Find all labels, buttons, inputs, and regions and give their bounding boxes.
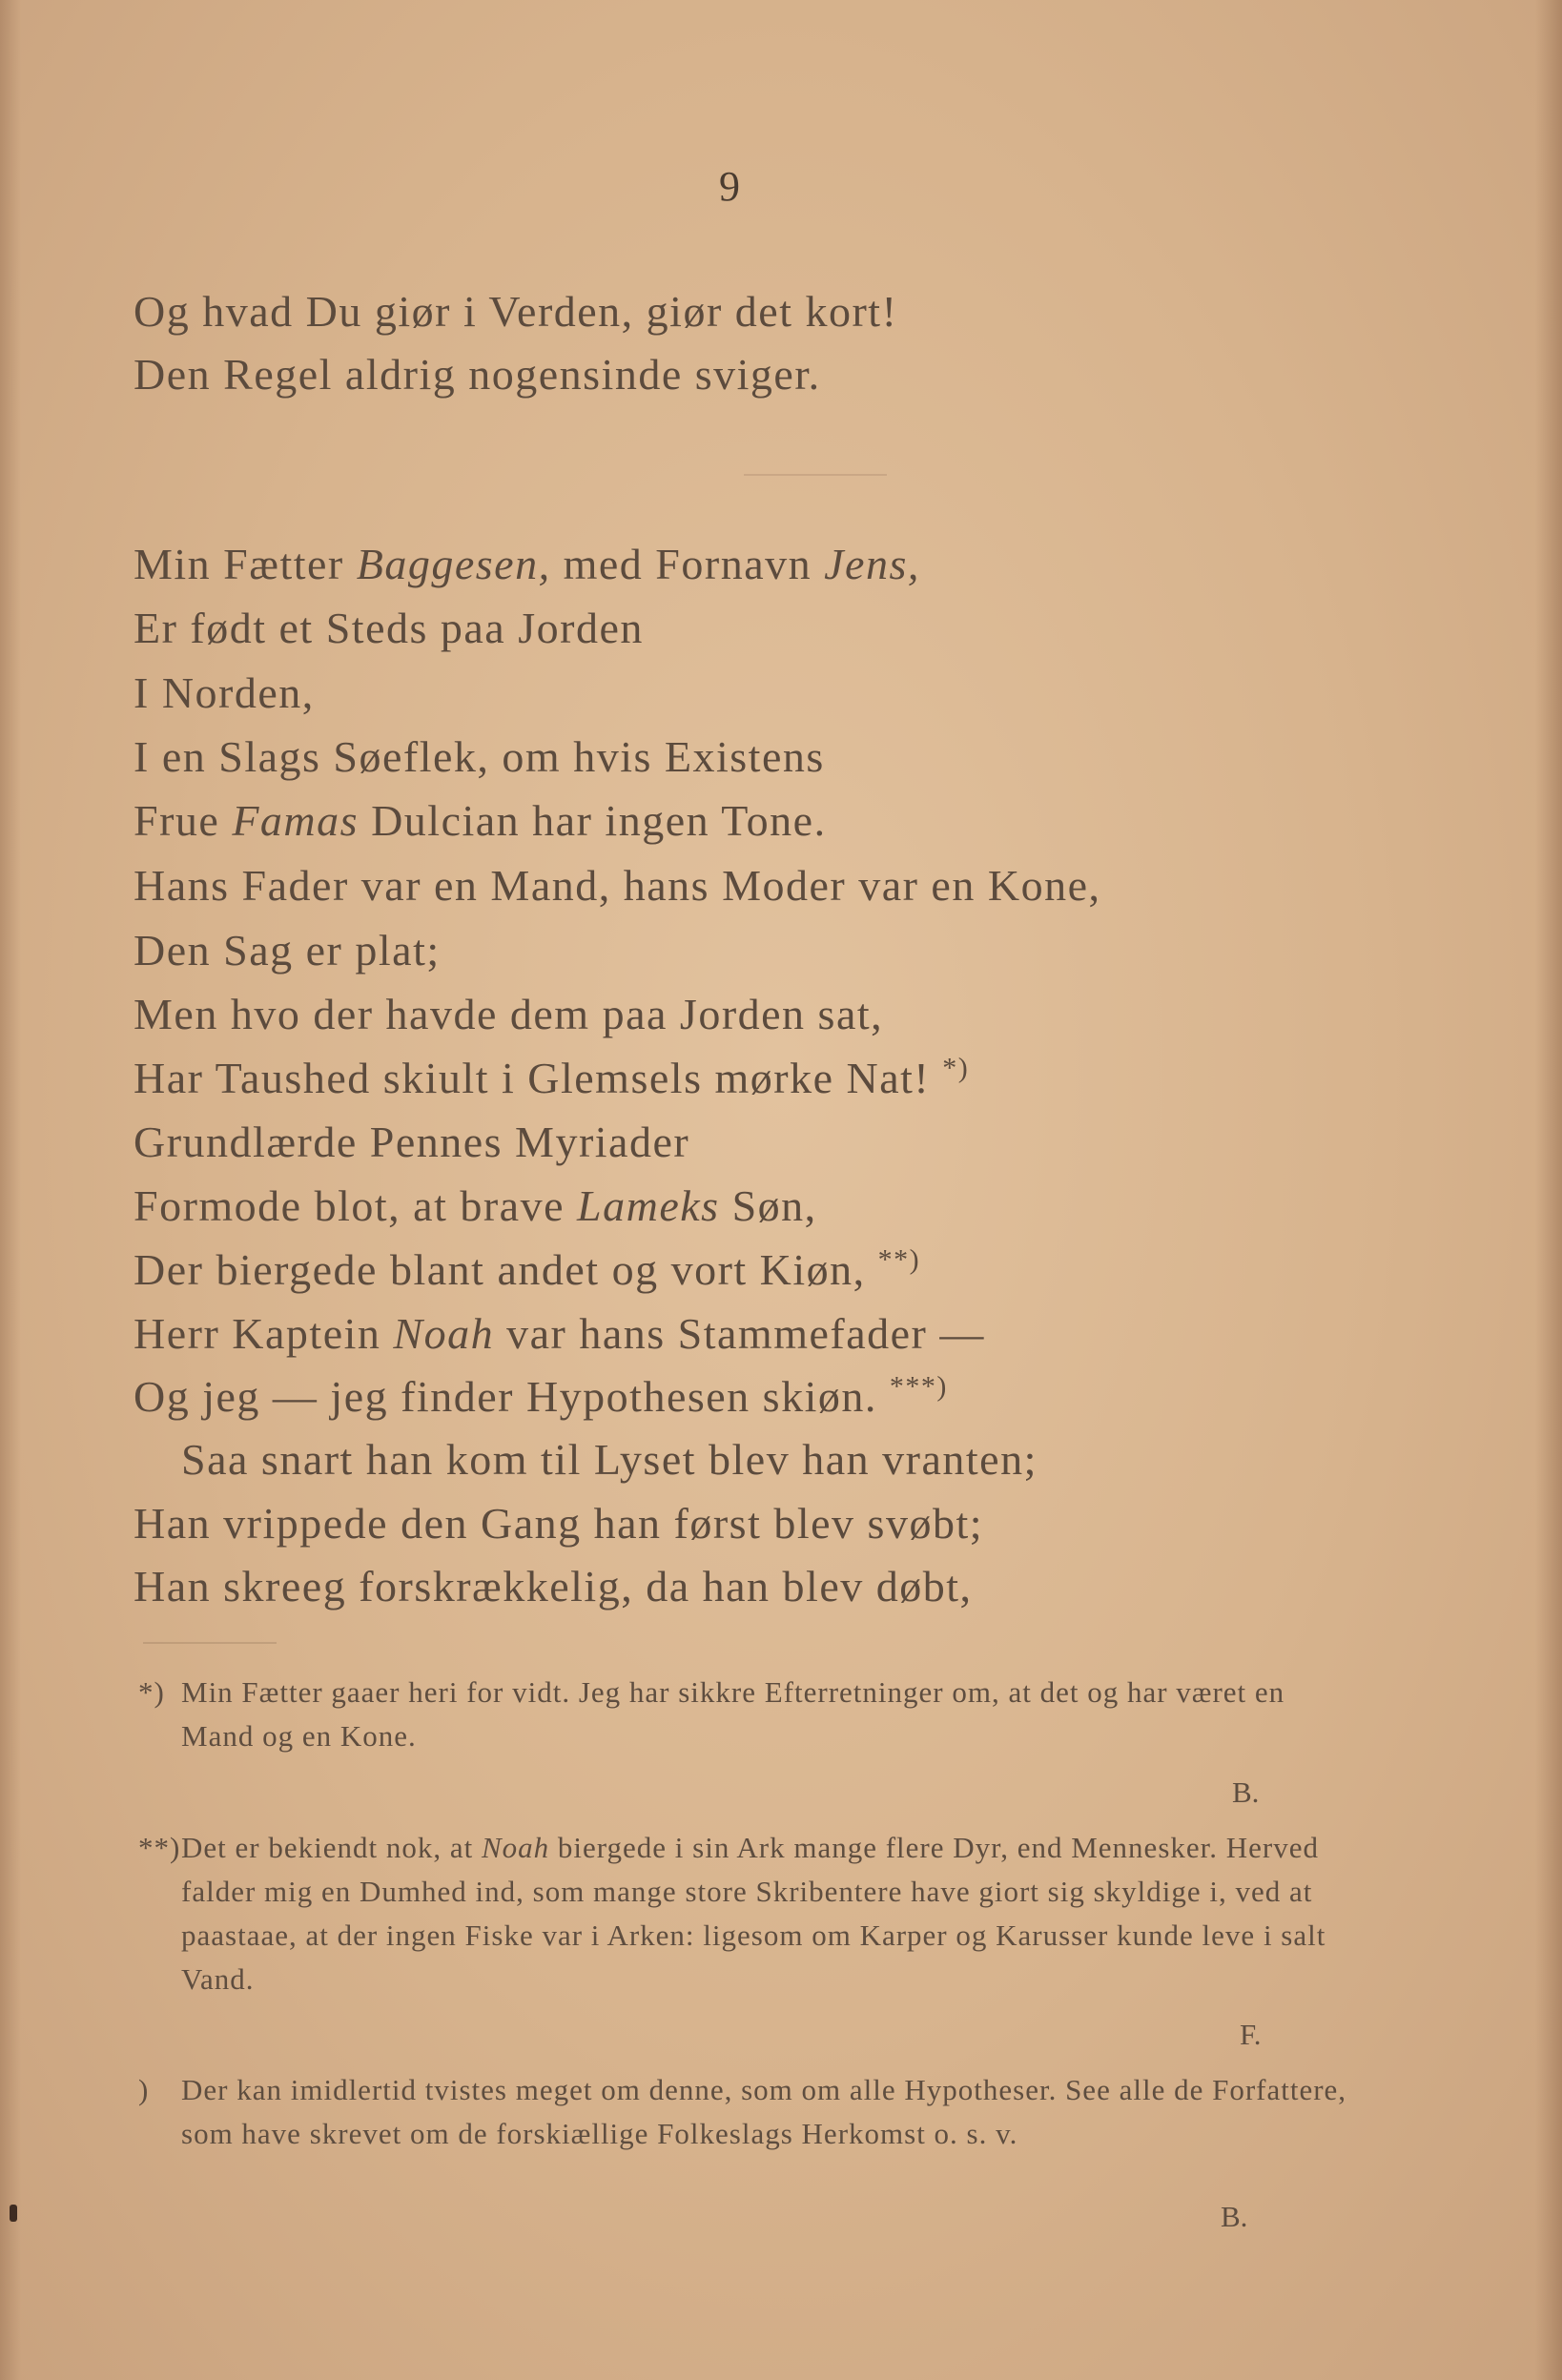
page-number: 9 [719, 163, 740, 210]
poem-line-15: Saa snart han kom til Lyset blev han vranten; [181, 1435, 1038, 1484]
name-jens: Jens, [824, 540, 920, 588]
intro-line-2: Den Regel aldrig nogensinde sviger. [134, 350, 821, 399]
poem-line-1-part-c: med Fornavn [550, 540, 825, 588]
footnote-2 [138, 1826, 1354, 2001]
footnote-1-mark: *) [138, 1675, 165, 1709]
ink-spot [10, 2205, 17, 2222]
poem-line-13-part-a: Herr Kaptein [134, 1309, 394, 1358]
poem-line-9-part-a: Har Taushed skiult i Glemsels mørke Nat! [134, 1054, 943, 1102]
poem-line-16: Han vrippede den Gang han først blev svøbt; [134, 1499, 984, 1548]
poem-line-2: Er født et Steds paa Jorden [134, 604, 644, 652]
name-baggesen: Baggesen, [356, 540, 551, 588]
footnote-2-signature: F. [1240, 2018, 1262, 2051]
poem-line-11-part-c: Søn, [719, 1181, 817, 1230]
name-lameks: Lameks [577, 1181, 720, 1230]
poem-line-11 [134, 1180, 817, 1231]
poem-line-14 [134, 1371, 948, 1422]
footnote-ref-1: *) [942, 1052, 970, 1084]
footnote-2-name-noah: Noah [481, 1831, 550, 1864]
poem-line-17: Han skreeg forskrækkelig, da han blev døbt, [134, 1562, 973, 1611]
section-divider [744, 474, 887, 476]
poem-line-6: Hans Fader var en Mand, hans Moder var en Kone, [134, 861, 1101, 910]
poem-line-3: I Norden, [134, 668, 315, 717]
poem-line-9 [134, 1053, 969, 1103]
footnote-2-text-a: Det er bekiendt nok, at [181, 1831, 482, 1864]
poem-line-5-part-a: Frue [134, 796, 233, 845]
poem-line-5-part-c: Dulcian har ingen Tone. [359, 796, 827, 845]
poem-line-11-part-a: Formode blot, at brave [134, 1181, 578, 1230]
poem-line-12-part-a: Der biergede blant andet og vort Kiøn, [134, 1245, 878, 1294]
footnote-2-mark: **) [138, 1831, 181, 1864]
footnote-1-text: Min Fætter gaaer heri for vidt. Jeg har sikkre Efterretninger om, at det og har været en Mand og en Kone. [181, 1675, 1285, 1753]
poem-line-13-part-c: var hans Stammefader — [494, 1309, 985, 1358]
poem-line-10: Grundlærde Pennes Myriader [134, 1118, 690, 1166]
poem-line-8: Men hvo der havde dem paa Jorden sat, [134, 990, 884, 1038]
intro-line-1: Og hvad Du giør i Verden, giør det kort! [134, 287, 898, 336]
page-right-edge [1535, 0, 1562, 2380]
page-left-edge [0, 0, 21, 2380]
poem-line-1-part-a: Min Fætter [134, 540, 357, 588]
name-famas: Famas [232, 796, 360, 845]
footnote-3-mark: ) [138, 2073, 150, 2106]
footnote-3 [138, 2068, 1354, 2156]
poem-line-13 [134, 1308, 985, 1359]
footnote-ref-2: **) [877, 1243, 921, 1276]
poem-line-5 [134, 795, 827, 846]
footnote-1 [138, 1671, 1354, 1758]
footnote-1-signature: B. [1232, 1775, 1260, 1809]
footnote-2-text-c: biergede i sin Ark mange flere Dyr, end Mennesker. Herved falder mig en Dumhed ind, som mange store Skribentere have giort sig skyldige i, ved at paastaae, at der ingen Fiske var i Arken: ligesom om Karper og Karusser kunde leve i salt Vand. [181, 1831, 1326, 1996]
footnote-3-signature: B. [1221, 2200, 1248, 2233]
poem-line-1 [134, 539, 920, 589]
footnote-ref-3: ***) [889, 1370, 948, 1403]
poem-line-14-part-a: Og jeg — jeg finder Hypothesen skiøn. [134, 1372, 890, 1421]
poem-line-12 [134, 1244, 920, 1295]
poem-line-7: Den Sag er plat; [134, 926, 441, 975]
footnote-3-text: Der kan imidlertid tvistes meget om denne, som om alle Hypotheser. See alle de Forfattere, som have skrevet om de forskiællige Folkeslags Herkomst o. s. v. [181, 2073, 1347, 2150]
poem-line-4: I en Slags Søeflek, om hvis Existens [134, 732, 825, 781]
footnote-divider [143, 1642, 277, 1644]
name-noah: Noah [393, 1309, 495, 1358]
